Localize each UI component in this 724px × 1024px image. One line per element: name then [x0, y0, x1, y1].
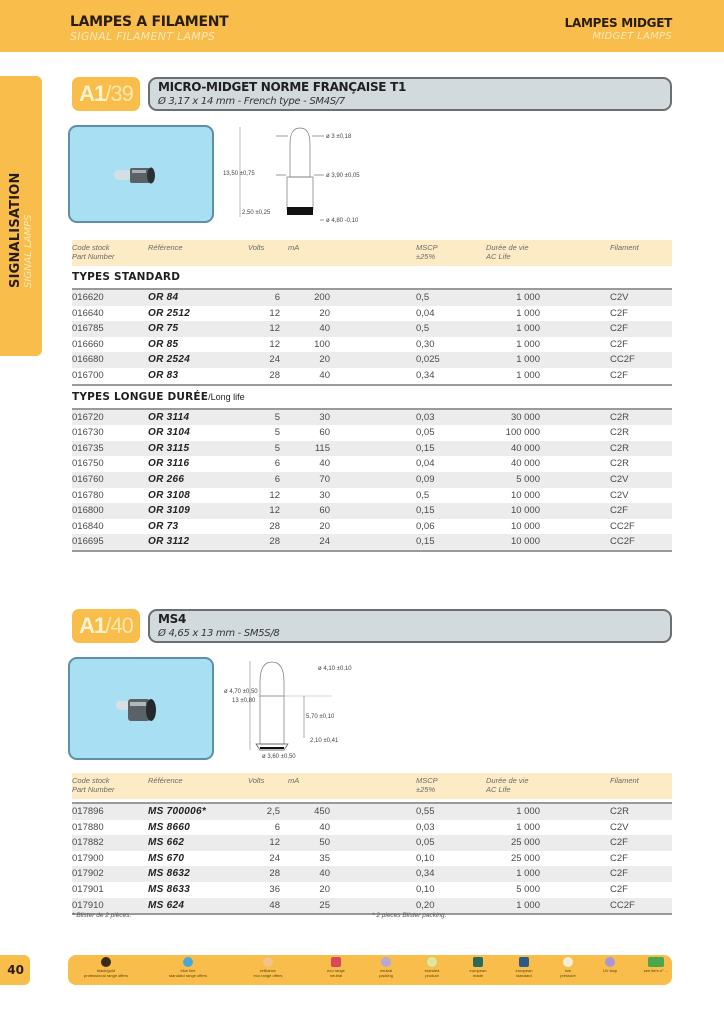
section-title: MICRO-MIDGET NORME FRANÇAISE T1: [158, 80, 407, 94]
spec-table-a1-40: [72, 773, 672, 915]
cell-life: 30 000: [486, 409, 546, 426]
footnote-en: * 2 pieces Blister packing.: [372, 912, 447, 919]
cell-mscp: 0,34: [416, 368, 486, 385]
cell-ma: 40: [288, 321, 350, 337]
cell-mscp: 0,04: [416, 306, 486, 322]
cell-life: 10 000: [486, 534, 546, 551]
cell-ref: MS 8660: [148, 820, 248, 836]
cell-filament: CC2F: [610, 534, 672, 551]
cell-code: 016620: [72, 289, 148, 306]
section-dimensions: Ø 3,17 x 14 mm - French type - SM4S/7: [158, 96, 345, 107]
col-ma: mA: [288, 773, 350, 799]
cell-mscp: 0,10: [416, 851, 486, 867]
header-right: [565, 16, 672, 43]
cell-code: 016750: [72, 456, 148, 472]
col-volts: Volts: [248, 240, 288, 266]
product-photo-a1-40: [68, 657, 214, 760]
cell-code: 017880: [72, 820, 148, 836]
code-light: /39: [105, 81, 133, 106]
cell-mscp: 0,15: [416, 534, 486, 551]
cell-ma: 60: [288, 425, 350, 441]
table-row: [72, 820, 672, 836]
col-code: Code stock Part Number: [72, 773, 148, 799]
european-made-icon: [473, 957, 483, 967]
legend-label: black/gold professional range offers: [84, 968, 128, 978]
cell-ref: MS 662: [148, 835, 248, 851]
cell-ma: 24: [288, 534, 350, 551]
bulb-photo-icon: [112, 691, 172, 731]
table-row: [72, 321, 672, 337]
cell-ma: 200: [288, 289, 350, 306]
table-row: [72, 866, 672, 882]
table-row: [72, 534, 672, 551]
legend-bar: [68, 955, 672, 985]
table-row: [72, 409, 672, 426]
cell-life: 1 000: [486, 803, 546, 820]
cell-volts: 12: [248, 835, 288, 851]
cell-ref: OR 266: [148, 472, 248, 488]
cell-filament: C2R: [610, 803, 672, 820]
cell-filament: C2F: [610, 503, 672, 519]
legend-label: see item n° ...: [643, 968, 669, 973]
category-title: LAMPES A FILAMENT: [70, 14, 229, 30]
code-bold: A1: [79, 613, 106, 638]
table-row: [72, 835, 672, 851]
table-header-row: [72, 240, 672, 266]
cell-life: 1 000: [486, 306, 546, 322]
section-title-pill: [148, 77, 672, 111]
code-light: /40: [105, 613, 133, 638]
cell-filament: C2F: [610, 321, 672, 337]
dim-label: 5,70 ±0,10: [306, 714, 335, 720]
table-row: [72, 352, 672, 368]
technical-drawing-a1-39: [220, 122, 380, 236]
cell-ma: 20: [288, 519, 350, 535]
table-row: [72, 851, 672, 867]
legend-label: blue line standard range offers: [169, 968, 207, 978]
cell-volts: 48: [248, 898, 288, 915]
cell-filament: C2V: [610, 820, 672, 836]
group-title: TYPES LONGUE DURÉE: [72, 390, 209, 403]
cell-code: 016780: [72, 488, 148, 504]
code-bold: A1: [79, 81, 106, 106]
cell-mscp: 0,15: [416, 503, 486, 519]
cell-volts: 28: [248, 534, 288, 551]
cell-code: 016840: [72, 519, 148, 535]
cell-ref: OR 75: [148, 321, 248, 337]
cell-life: 1 000: [486, 866, 546, 882]
cell-filament: CC2F: [610, 898, 672, 915]
cell-mscp: 0,025: [416, 352, 486, 368]
col-filament: Filament: [610, 240, 672, 266]
dim-label: ø 4,70 ±0,50: [224, 689, 258, 695]
table-row: [72, 337, 672, 353]
cell-volts: 24: [248, 352, 288, 368]
side-tab-label: [9, 172, 35, 288]
dim-label: ø 3,90 ±0,05: [326, 173, 360, 179]
col-volts: Volts: [248, 773, 288, 799]
cell-ref: OR 3109: [148, 503, 248, 519]
section-header-a1-39: [72, 77, 672, 111]
dim-label: ø 3 ±0,18: [326, 134, 352, 140]
subcategory-title: LAMPES MIDGET: [564, 16, 672, 30]
cell-volts: 28: [248, 368, 288, 385]
cell-life: 1 000: [486, 289, 546, 306]
cell-filament: C2V: [610, 488, 672, 504]
cell-volts: 28: [248, 519, 288, 535]
legend-item: [238, 957, 298, 978]
dimension-drawing-icon: [220, 122, 380, 232]
cell-volts: 24: [248, 851, 288, 867]
cell-life: 1 000: [486, 898, 546, 915]
header-left: [70, 14, 228, 43]
cell-mscp: 0,55: [416, 803, 486, 820]
cell-mscp: 0,20: [416, 898, 486, 915]
table-row: [72, 456, 672, 472]
legend-label: european made: [469, 968, 487, 978]
cell-ref: OR 83: [148, 368, 248, 385]
cell-mscp: 0,03: [416, 820, 486, 836]
branded-product-icon: [427, 957, 437, 967]
table-row: [72, 472, 672, 488]
cell-code: 016720: [72, 409, 148, 426]
technical-drawing-a1-40: [222, 658, 382, 772]
cell-code: 016695: [72, 534, 148, 551]
dim-label: ø 4,80 -0,10: [326, 218, 359, 224]
cell-ref: OR 84: [148, 289, 248, 306]
legend-label: low pressure: [560, 968, 576, 978]
cell-filament: C2R: [610, 409, 672, 426]
cell-volts: 5: [248, 425, 288, 441]
dim-label: 2,50 ±0,25: [242, 210, 271, 216]
cell-ref: OR 3112: [148, 534, 248, 551]
cell-ref: OR 3108: [148, 488, 248, 504]
cell-ma: 115: [288, 441, 350, 457]
cell-filament: C2F: [610, 851, 672, 867]
cell-ref: OR 2512: [148, 306, 248, 322]
cell-life: 10 000: [486, 503, 546, 519]
cell-code: 016785: [72, 321, 148, 337]
eco-range-icon: [331, 957, 341, 967]
legend-label: neutral packing: [379, 968, 393, 978]
group-header: [72, 385, 672, 409]
cell-code: 017896: [72, 803, 148, 820]
cell-life: 5 000: [486, 472, 546, 488]
table-row: [72, 441, 672, 457]
cell-mscp: 0,05: [416, 425, 486, 441]
table-header-row: [72, 773, 672, 799]
cell-volts: 6: [248, 820, 288, 836]
cell-mscp: 0,5: [416, 321, 486, 337]
cell-mscp: 0,5: [416, 289, 486, 306]
cell-code: 017900: [72, 851, 148, 867]
table-row: [72, 503, 672, 519]
bulb-photo-icon: [112, 161, 172, 191]
cell-life: 25 000: [486, 835, 546, 851]
cell-mscp: 0,5: [416, 488, 486, 504]
side-tab-title: SIGNALISATION: [8, 172, 23, 288]
cell-volts: 36: [248, 882, 288, 898]
cell-ma: 450: [288, 803, 350, 820]
cell-volts: 12: [248, 503, 288, 519]
cell-ma: 30: [288, 488, 350, 504]
col-code: Code stock Part Number: [72, 240, 148, 266]
cell-mscp: 0,34: [416, 866, 486, 882]
cell-volts: 12: [248, 337, 288, 353]
cell-mscp: 0,05: [416, 835, 486, 851]
legend-label: eco range neutral: [327, 968, 345, 978]
cell-volts: 12: [248, 306, 288, 322]
cell-filament: C2F: [610, 306, 672, 322]
cell-ma: 60: [288, 503, 350, 519]
cell-code: 017901: [72, 882, 148, 898]
cell-filament: C2R: [610, 441, 672, 457]
col-filament: Filament: [610, 773, 672, 799]
col-life: Durée de vie AC Life: [486, 240, 546, 266]
section-title: MS4: [158, 612, 187, 626]
cell-code: 016760: [72, 472, 148, 488]
cell-ref: OR 3115: [148, 441, 248, 457]
dim-label: 2,10 ±0,41: [310, 738, 339, 744]
table-row: [72, 425, 672, 441]
cell-life: 1 000: [486, 820, 546, 836]
cell-mscp: 0,30: [416, 337, 486, 353]
table-row: [72, 803, 672, 820]
cell-volts: 6: [248, 289, 288, 306]
section-title-pill: [148, 609, 672, 643]
legend-label: brilliance eco range offers: [253, 968, 283, 978]
cell-volts: 12: [248, 488, 288, 504]
footnote-fr: * Blister de 2 pièces.: [72, 912, 132, 919]
legend-item: [76, 957, 136, 978]
cell-ma: 40: [288, 368, 350, 385]
cell-ma: 40: [288, 820, 350, 836]
cell-ma: 25: [288, 898, 350, 915]
cell-filament: C2F: [610, 835, 672, 851]
cell-life: 1 000: [486, 368, 546, 385]
cell-ref: MS 670: [148, 851, 248, 867]
section-dimensions: Ø 4,65 x 13 mm - SM5S/8: [158, 628, 280, 639]
cell-mscp: 0,06: [416, 519, 486, 535]
dimension-drawing-icon: [222, 658, 382, 768]
cell-filament: C2F: [610, 368, 672, 385]
cell-life: 1 000: [486, 321, 546, 337]
table-row: [72, 519, 672, 535]
cell-volts: 6: [248, 472, 288, 488]
cell-volts: 2,5: [248, 803, 288, 820]
cell-mscp: 0,10: [416, 882, 486, 898]
cell-code: 017910: [72, 898, 148, 915]
cell-ref: OR 3104: [148, 425, 248, 441]
cell-ma: 100: [288, 337, 350, 353]
cell-ref: MS 624: [148, 898, 248, 915]
cell-ref: OR 2524: [148, 352, 248, 368]
cell-life: 100 000: [486, 425, 546, 441]
black-gold-icon: [101, 957, 111, 967]
page-number: 40: [0, 955, 30, 985]
cell-filament: C2F: [610, 337, 672, 353]
cell-ref: OR 73: [148, 519, 248, 535]
blue-line-icon: [183, 957, 193, 967]
neutral-packing-icon: [381, 957, 391, 967]
cell-ma: 20: [288, 882, 350, 898]
cell-life: 40 000: [486, 441, 546, 457]
cell-ma: 50: [288, 835, 350, 851]
cell-mscp: 0,09: [416, 472, 486, 488]
cell-ref: MS 8632: [148, 866, 248, 882]
category-subtitle: SIGNAL FILAMENT LAMPS: [70, 30, 216, 43]
cell-life: 1 000: [486, 337, 546, 353]
col-reference: Référence: [148, 240, 248, 266]
cell-ma: 30: [288, 409, 350, 426]
legend-label: branded product: [424, 968, 440, 978]
cell-filament: C2V: [610, 472, 672, 488]
cell-filament: C2F: [610, 882, 672, 898]
cell-life: 5 000: [486, 882, 546, 898]
cell-code: 016680: [72, 352, 148, 368]
cell-volts: 6: [248, 456, 288, 472]
section-code-badge: [72, 609, 140, 643]
cell-mscp: 0,04: [416, 456, 486, 472]
cell-code: 016800: [72, 503, 148, 519]
col-reference: Référence: [148, 773, 248, 799]
table-row: [72, 289, 672, 306]
cell-code: 016660: [72, 337, 148, 353]
cell-volts: 5: [248, 409, 288, 426]
cell-filament: C2V: [610, 289, 672, 306]
subcategory-subtitle: MIDGET LAMPS: [592, 31, 672, 42]
section-code-badge: [72, 77, 140, 111]
section-header-a1-40: [72, 609, 672, 643]
cell-filament: CC2F: [610, 352, 672, 368]
cell-life: 25 000: [486, 851, 546, 867]
group-header: [72, 266, 672, 289]
cell-ref: OR 3116: [148, 456, 248, 472]
cell-code: 016730: [72, 425, 148, 441]
table-row: [72, 488, 672, 504]
col-ma: mA: [288, 240, 350, 266]
table-row: [72, 882, 672, 898]
cell-filament: C2R: [610, 456, 672, 472]
cell-ref: OR 85: [148, 337, 248, 353]
low-pressure-icon: [563, 957, 573, 967]
cell-code: 017902: [72, 866, 148, 882]
legend-item: [158, 957, 218, 978]
cell-life: 10 000: [486, 519, 546, 535]
cell-code: 016640: [72, 306, 148, 322]
col-mscp: MSCP ±25%: [416, 773, 486, 799]
table-row: [72, 306, 672, 322]
cell-life: 40 000: [486, 456, 546, 472]
cell-code: 016700: [72, 368, 148, 385]
cell-filament: CC2F: [610, 519, 672, 535]
cell-ma: 20: [288, 352, 350, 368]
brilliance-icon: [263, 957, 273, 967]
cell-ref: MS 8633: [148, 882, 248, 898]
dim-label: ø 4,10 ±0,10: [318, 666, 352, 672]
cell-life: 1 000: [486, 352, 546, 368]
spec-table-a1-39: [72, 240, 672, 552]
cell-ma: 40: [288, 866, 350, 882]
cell-code: 017882: [72, 835, 148, 851]
group-title: TYPES STANDARD: [72, 271, 181, 283]
cell-code: 016735: [72, 441, 148, 457]
table-row: [72, 368, 672, 385]
european-standard-icon: [519, 957, 529, 967]
dim-label: 13,50 ±0,75: [223, 171, 255, 177]
cell-ma: 20: [288, 306, 350, 322]
dim-label: 13 ±0,80: [232, 698, 256, 704]
product-photo-a1-39: [68, 125, 214, 223]
legend-label: UV stop: [602, 968, 618, 973]
cell-ref: MS 700006*: [148, 803, 248, 820]
cell-ma: 35: [288, 851, 350, 867]
cell-ma: 40: [288, 456, 350, 472]
table-body: [72, 799, 672, 914]
col-mscp: MSCP ±25%: [416, 240, 486, 266]
legend-label: european standard: [515, 968, 533, 978]
cell-ma: 70: [288, 472, 350, 488]
cell-ref: OR 3114: [148, 409, 248, 426]
cell-filament: C2F: [610, 866, 672, 882]
cell-mscp: 0,03: [416, 409, 486, 426]
dim-label: ø 3,60 ±0,50: [262, 754, 296, 760]
legend-item: [626, 957, 686, 974]
cell-life: 10 000: [486, 488, 546, 504]
cell-filament: C2R: [610, 425, 672, 441]
cell-mscp: 0,15: [416, 441, 486, 457]
cell-volts: 28: [248, 866, 288, 882]
cell-volts: 5: [248, 441, 288, 457]
col-life: Durée de vie AC Life: [486, 773, 546, 799]
table-body: [72, 266, 672, 551]
see-item-icon: [648, 957, 664, 967]
side-tab-subtitle: SIGNAL LAMPS: [23, 214, 34, 288]
cell-volts: 12: [248, 321, 288, 337]
group-title-suffix: /Long life: [208, 391, 245, 402]
uv-stop-icon: [605, 957, 615, 967]
